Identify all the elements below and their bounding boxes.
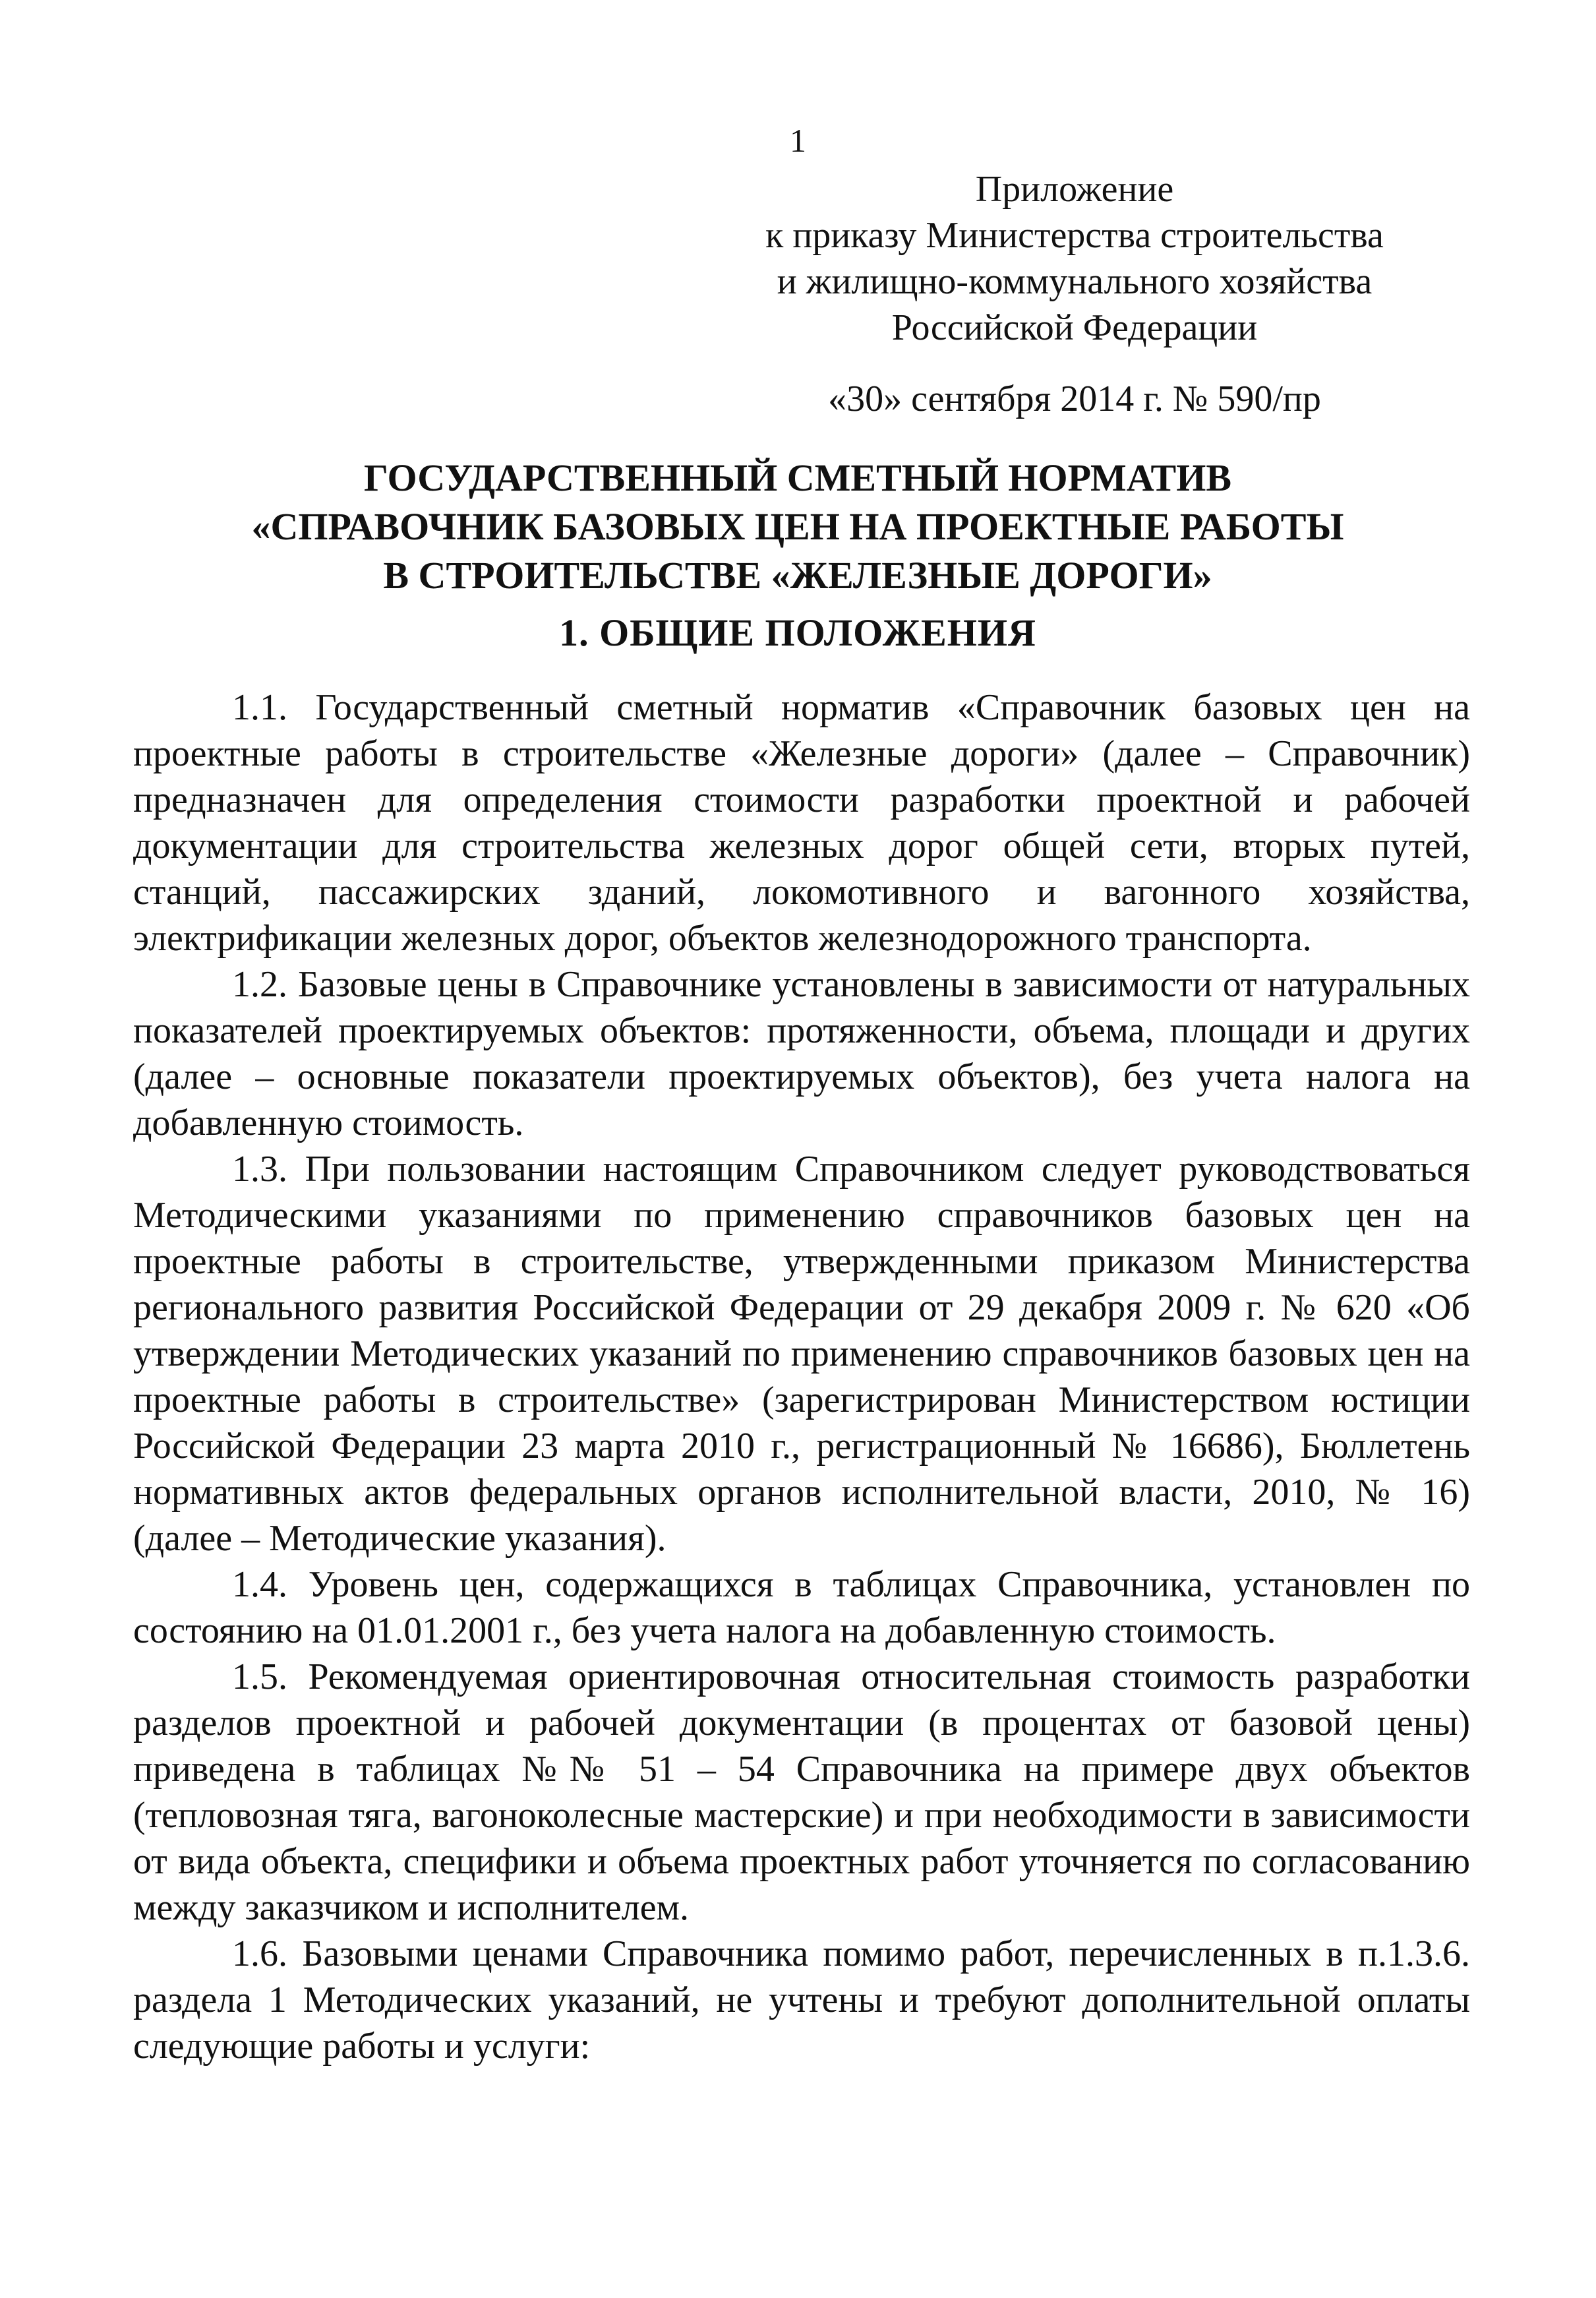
appendix-block [725, 166, 1424, 351]
title-line: ГОСУДАРСТВЕННЫЙ СМЕТНЫЙ НОРМАТИВ [363, 456, 1232, 499]
section-body [133, 684, 1470, 2069]
order-date: «30» сентября 2014 г. № 590/пр [828, 378, 1321, 419]
title-line: «СПРАВОЧНИК БАЗОВЫХ ЦЕН НА ПРОЕКТНЫЕ РАБОТЫ [251, 505, 1344, 548]
appendix-line: к приказу Министерства строительства [765, 215, 1384, 256]
paragraph-1-1: 1.1. Государственный сметный норматив «Справочник базовых цен на проектные работы в строительстве «Железные дороги» (далее – Справочник) предназначен для определения стоимости разработки проектной и рабочей документации для строительства железных дорог общей сети, вторых путей, станций, пассажирских зданий, локомотивного и вагонного хозяйства, электрификации железных дорог, объектов железнодорожного транспорта. [133, 687, 1470, 959]
appendix-line: и жилищно-коммунального хозяйства [777, 261, 1373, 302]
paragraph-1-6: 1.6. Базовыми ценами Справочника помимо работ, перечисленных в п.1.3.6. раздела 1 Методических указаний, не учтены и требуют дополнительной оплаты следующие работы и услуги: [133, 1933, 1470, 2067]
document-title [132, 454, 1463, 600]
appendix-line: Приложение [975, 169, 1174, 210]
paragraph-1-4: 1.4. Уровень цен, содержащихся в таблицах Справочника, установлен по состоянию на 01.01.2001 г., без учета налога на добавленную стоимость. [133, 1564, 1470, 1651]
paragraph-1-5: 1.5. Рекомендуемая ориентировочная относительная стоимость разработки разделов проектной и рабочей документации (в процентах от базовой цены) приведена в таблицах №№ 51 – 54 Справочника на примере двух объектов (тепловозная тяга, вагоноколесные мастерские) и при необходимости в зависимости от вида объекта, специфики и объема проектных работ уточняется по согласованию между заказчиком и исполнителем. [133, 1656, 1470, 1928]
appendix-line: Российской Федерации [891, 307, 1258, 348]
paragraph-1-2: 1.2. Базовые цены в Справочнике установлены в зависимости от натуральных показателей проектируемых объектов: протяженности, объема, площади и других (далее – основные показатели проектируемых объектов), без учета налога на добавленную стоимость. [133, 964, 1470, 1143]
title-line: В СТРОИТЕЛЬСТВЕ «ЖЕЛЕЗНЫЕ ДОРОГИ» [383, 554, 1212, 597]
section-heading: 1. ОБЩИЕ ПОЛОЖЕНИЯ [559, 611, 1036, 654]
page-number: 1 [790, 122, 806, 159]
paragraph-1-3: 1.3. При пользовании настоящим Справочником следует руководствоваться Методическими указаниями по применению справочников базовых цен на проектные работы в строительстве, утвержденными приказом Министерства регионального развития Российской Федерации от 29 декабря 2009 г. № 620 «Об утверждении Методических указаний по применению справочников базовых цен на проектные работы в строительстве» (зарегистрирован Министерством юстиции Российской Федерации 23 марта 2010 г., регистрационный № 16686), Бюллетень нормативных актов федеральных органов исполнительной власти, 2010, № 16) (далее – Методические указания). [133, 1149, 1470, 1559]
